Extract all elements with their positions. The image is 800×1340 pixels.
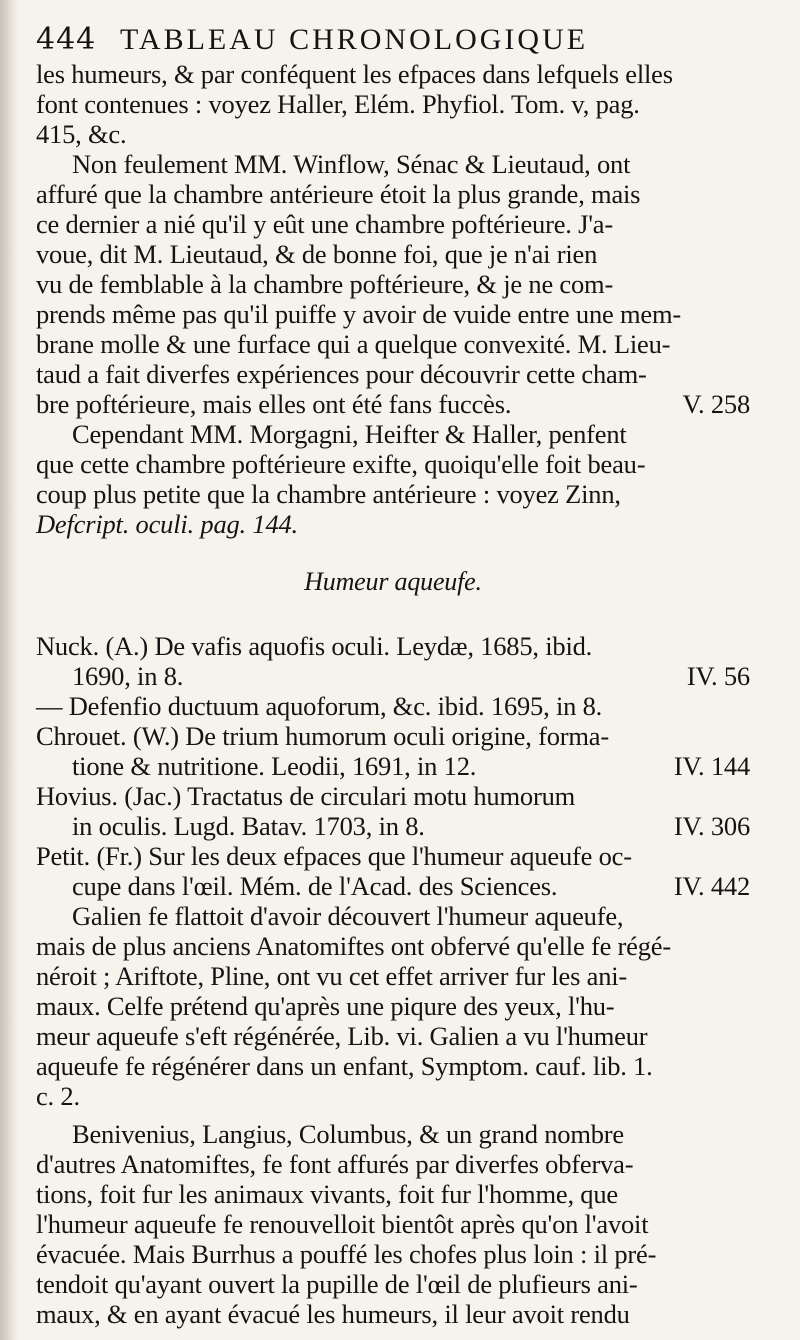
entry-line: cupe dans l'œil. Mém. de l'Acad. des Sciences. — [72, 871, 558, 901]
bibliography-entry-chrouet — [36, 721, 750, 781]
text-line: vu de femblable à la chambre poftérieure, & je ne com- — [36, 269, 614, 299]
text-line: Galien fe flattoit d'avoir découvert l'humeur aqueufe, — [72, 901, 624, 931]
page-gutter-shadow — [0, 0, 18, 1340]
entry-line: Hovius. (Jac.) Tractatus de circulari motu humorum — [36, 781, 576, 811]
body-text — [36, 59, 750, 1329]
text-line: font contenues : voyez Haller, Elém. Phyfiol. Tom. v, pag. — [36, 89, 640, 119]
paragraph-2 — [36, 149, 750, 389]
volume-reference: IV. 442 — [673, 871, 750, 901]
text-line: ce dernier a nié qu'il y eût une chambre poftérieure. J'a- — [36, 209, 613, 239]
text-line: Cependant MM. Morgagni, Heifter & Haller, penfent — [72, 419, 627, 449]
paragraph-2-last-line — [36, 389, 750, 419]
volume-reference: IV. 144 — [673, 751, 750, 781]
entry-line: 1690, in 8. — [72, 661, 184, 691]
text-line: que cette chambre poftérieure exifte, quoiqu'elle foit beau- — [36, 449, 646, 479]
text-line: mais de plus anciens Anatomiftes ont obfervé qu'elle fe régé- — [36, 931, 671, 961]
text-line: taud a fait diverfes expériences pour découvrir cette cham- — [36, 359, 647, 389]
text-line: aqueufe fe régénérer dans un enfant, Symptom. cauf. lib. 1. — [36, 1051, 653, 1081]
text-line: maux, & en ayant évacué les humeurs, il leur avoit rendu — [36, 1299, 630, 1329]
bibliography-entry-defensio — [36, 691, 750, 721]
text-line: Benivenius, Langius, Columbus, & un grand nombre — [72, 1119, 624, 1149]
entry-line: Nuck. (A.) De vafis aquofis oculi. Leydæ, 1685, ibid. — [36, 631, 593, 661]
entry-line: in oculis. Lugd. Batav. 1703, in 8. — [72, 811, 425, 841]
text-line: meur aqueufe s'eft régénérée, Lib. vi. Galien a vu l'humeur — [36, 1021, 648, 1051]
bibliography-entry-hovius — [36, 781, 750, 841]
volume-reference: V. 258 — [682, 389, 750, 419]
text-line: évacuée. Mais Burrhus a pouffé les chofes plus loin : il pré- — [36, 1239, 657, 1269]
text-line: voue, dit M. Lieutaud, & de bonne foi, que je n'ai rien — [36, 239, 598, 269]
running-head: TABLEAU CHRONOLOGIQUE — [120, 23, 589, 56]
entry-line: tione & nutritione. Leodii, 1691, in 12. — [72, 751, 477, 781]
section-heading: Humeur aqueufe. — [304, 567, 482, 596]
bibliography-entry-petit — [36, 841, 750, 901]
entry-line: Chrouet. (W.) De trium humorum oculi origine, forma- — [36, 721, 609, 751]
text-line: coup plus petite que la chambre antérieure : voyez Zinn, — [36, 479, 621, 509]
text-line: Non feulement MM. Winflow, Sénac & Lieutaud, ont — [72, 149, 631, 179]
paragraph-1 — [36, 59, 750, 149]
text-line: affuré que la chambre antérieure étoit la plus grande, mais — [36, 179, 641, 209]
text-line: brane molle & une furface qui a quelque convexité. M. Lieu- — [36, 329, 671, 359]
text-line: maux. Celfe prétend qu'après une piqure des yeux, l'hu- — [36, 991, 615, 1021]
text-line: néroit ; Ariftote, Pline, ont vu cet effet arriver fur les ani- — [36, 961, 628, 991]
bibliography-entry-nuck — [36, 631, 750, 691]
text-line: bre poftérieure, mais elles ont été fans fuccès. — [36, 389, 512, 419]
text-line: 415, &c. — [36, 119, 127, 149]
text-line: tions, foit fur les animaux vivants, foit fur l'homme, que — [36, 1179, 618, 1209]
entry-line: — Defenfio ductuum aquoforum, &c. ibid. 1695, in 8. — [36, 691, 603, 721]
text-line: l'humeur aqueufe fe renouvelloit bientôt après qu'on l'avoit — [36, 1209, 649, 1239]
text-line: tendoit qu'ayant ouvert la pupille de l'œil de plufieurs ani- — [36, 1269, 638, 1299]
text-line: prends même pas qu'il puiffe y avoir de vuide entre une mem- — [36, 299, 682, 329]
paragraph-5 — [36, 1119, 750, 1329]
page-number: 444 — [36, 22, 97, 57]
paragraph-3 — [36, 419, 750, 539]
entry-line: Petit. (Fr.) Sur les deux efpaces que l'humeur aqueufe oc- — [36, 841, 632, 871]
volume-reference: IV. 306 — [673, 811, 750, 841]
text-line: c. 2. — [36, 1081, 80, 1111]
volume-reference: IV. 56 — [686, 661, 750, 691]
text-line: les humeurs, & par conféquent les efpaces dans lefquels elles — [36, 59, 673, 89]
text-line: d'autres Anatomiftes, fe font affurés par diverfes obferva- — [36, 1149, 634, 1179]
page-header — [36, 22, 750, 57]
text-line: Defcript. oculi. pag. 144. — [36, 509, 298, 539]
paragraph-4 — [36, 901, 750, 1111]
